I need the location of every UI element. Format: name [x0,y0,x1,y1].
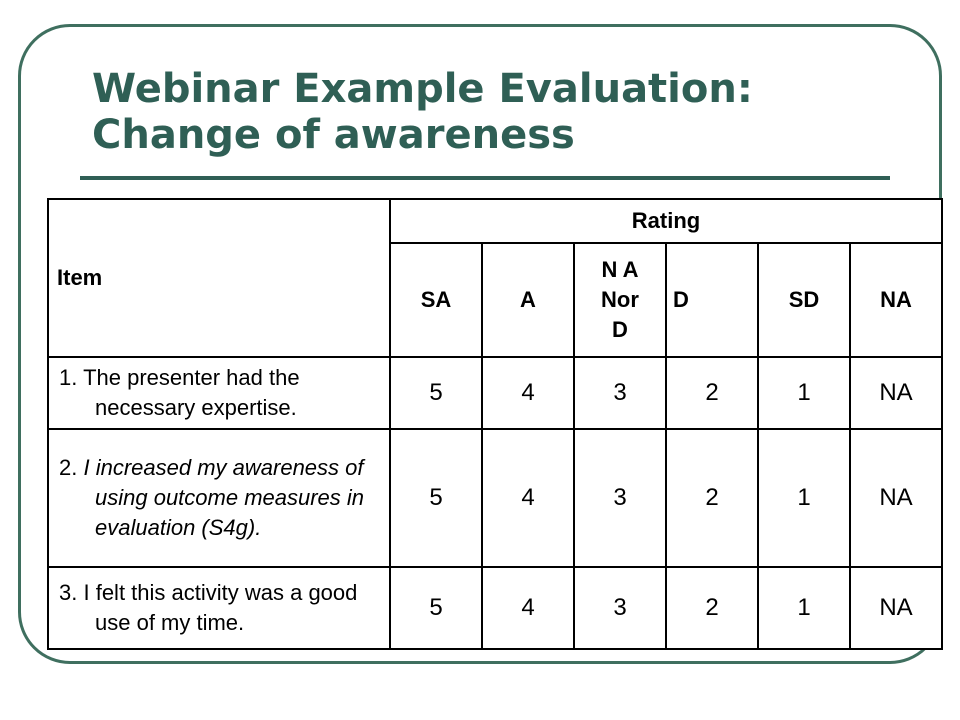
item-text: I increased my awareness of using outcome measures in evaluation (S4g). [83,455,365,540]
rating-value: NA [850,429,942,567]
rating-value: 4 [482,567,574,649]
rating-value: 3 [574,567,666,649]
table-row [48,357,942,429]
item-header: Item [48,199,390,357]
item-number: 1. [59,365,78,390]
title-line-1: Webinar Example Evaluation: [92,66,753,112]
rating-value: 1 [758,357,850,429]
item-number: 2. [59,455,78,480]
rating-value: 3 [574,429,666,567]
item-text: The presenter had the necessary expertise. [83,365,300,420]
scale-na-header: NA [850,243,942,357]
rating-value: 4 [482,357,574,429]
rating-value: 5 [390,567,482,649]
rating-value: 5 [390,429,482,567]
rating-value: 2 [666,429,758,567]
scale-sa-header: SA [390,243,482,357]
scale-d-header: D [666,243,758,357]
rating-header: Rating [390,199,942,243]
rating-value: 3 [574,357,666,429]
item-number: 3. [59,580,78,605]
scale-neutral-header [574,243,666,357]
rating-value: 1 [758,567,850,649]
rating-value: NA [850,567,942,649]
rating-value: NA [850,357,942,429]
title-line-2: Change of awareness [92,112,575,158]
rating-value: 4 [482,429,574,567]
item-text: I felt this activity was a good use of my time. [83,580,358,635]
item-cell [48,429,390,567]
table-row [48,429,942,567]
rating-value: 1 [758,429,850,567]
rating-value: 2 [666,357,758,429]
table-row [48,567,942,649]
rating-value: 5 [390,357,482,429]
evaluation-table [47,198,943,650]
title-underline [80,176,890,180]
neutral-line-2: Nor [601,287,639,312]
neutral-line-3: D [612,317,628,342]
neutral-line-1: N A [601,257,639,282]
slide-title [92,66,892,158]
item-cell [48,357,390,429]
rating-value: 2 [666,567,758,649]
scale-sd-header: SD [758,243,850,357]
scale-a-header: A [482,243,574,357]
item-cell [48,567,390,649]
